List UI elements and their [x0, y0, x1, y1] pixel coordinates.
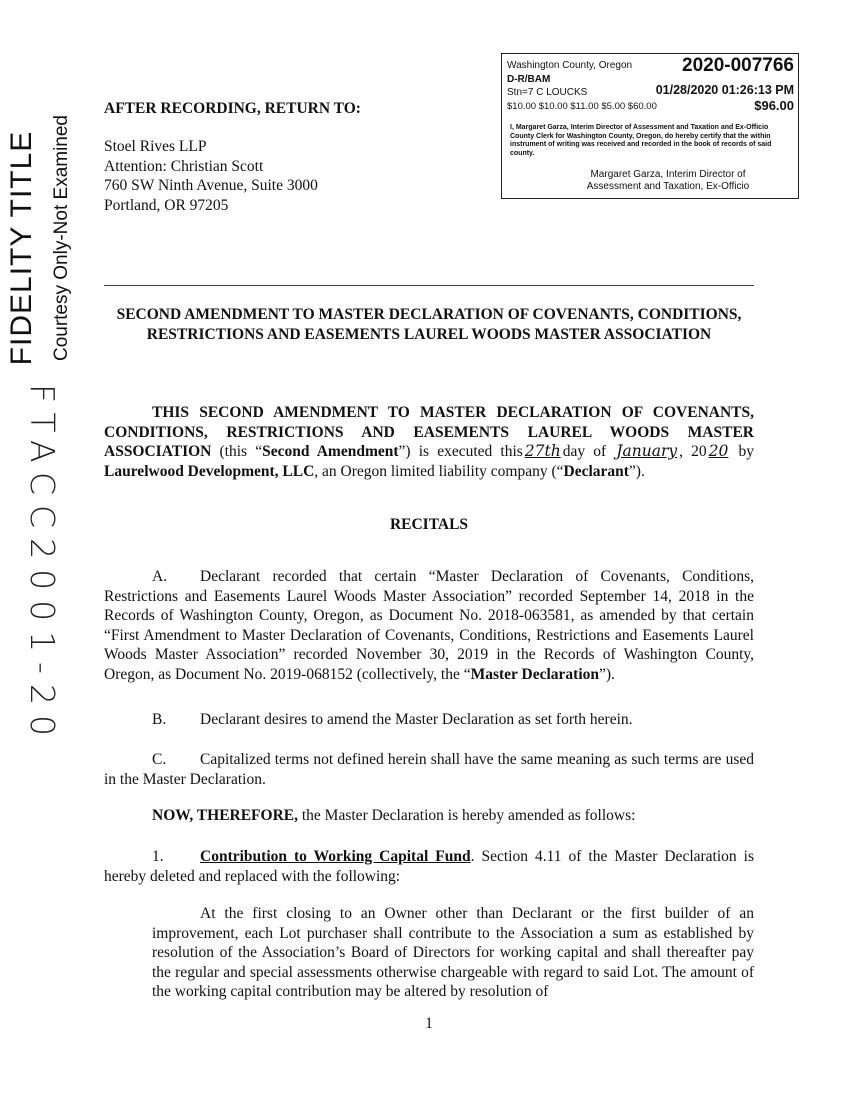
stamp-code: D-R/BAM [507, 74, 551, 85]
intro-text-4: , 20 [679, 443, 707, 460]
recording-stamp [501, 53, 799, 199]
recital-a-end: ”). [599, 665, 615, 683]
stamp-signature-line2: Assessment and Taxation, Ex-Officio [586, 181, 750, 192]
stamp-total: $96.00 [754, 98, 794, 113]
stamp-county: Washington County, Oregon [507, 60, 633, 71]
intro-text-6: , an Oregon limited liability company (“ [314, 462, 564, 480]
divider-rule [104, 285, 754, 286]
intro-text-2: ”) is executed this [398, 443, 523, 460]
return-heading: AFTER RECORDING, RETURN TO: [104, 100, 361, 117]
intro-text-1: (this “ [211, 443, 263, 460]
document-title: SECOND AMENDMENT TO MASTER DECLARATION OF COVENANTS, CONDITIONS, RESTRICTIONS AND EASEMENTS LAUREL WOODS MASTER ASSOCIATION [116, 306, 742, 343]
return-address-line3: 760 SW Ninth Avenue, Suite 3000 [104, 177, 318, 194]
stamp-datetime: 01/28/2020 01:26:13 PM [655, 83, 794, 97]
stamp-station: Stn=7 C LOUCKS [507, 87, 588, 98]
recital-b-label: B. [152, 711, 167, 728]
intro-paragraph [104, 403, 754, 481]
section-1 [104, 847, 754, 886]
intro-company: Laurelwood Development, LLC [104, 462, 315, 480]
page-number: 1 [425, 1015, 433, 1032]
intro-second-amendment: Second Amendment [262, 443, 399, 460]
recitals-heading: RECITALS [389, 516, 469, 533]
intro-text-7: ”). [628, 462, 645, 480]
recital-a-text: Declarant recorded that certain “Master Declaration of Covenants, Conditions, Restrictions and Easements Laurel Woods Master Association” recorded September 14, 2018 in the Records of Washington County, Oregon, as Document No. 2018-063581, as amended by that certain “First Amendment to Master Declaration of Covenants, Conditions, Restrictions and Easements Laurel Woods Master Association” recorded November 30, 2019 in the Records of Washington County, Oregon, as Document No. 2019-068152 (collectively, the “ [104, 568, 754, 683]
stamp-certification: I, Margaret Garza, Interim Director of Assessment and Taxation and Ex-Officio County Clerk for Washington County, Oregon, do hereby certify that the within instrument of writing was received and recorded in the book of records of said county. [510, 124, 772, 157]
recital-b [104, 710, 754, 730]
intro-declarant: Declarant [563, 462, 629, 480]
recital-a-bold: Master Declaration [470, 665, 599, 683]
recital-c [104, 750, 754, 789]
recital-a-label: A. [152, 568, 168, 585]
intro-text-3: day of [562, 443, 615, 460]
intro-lead: THIS SECOND AMENDMENT TO MASTER DECLARATION OF COVENANTS, CONDITIONS, RESTRICTIONS AND EASEMENTS LAUREL WOODS MASTER ASSOCIATION [104, 404, 754, 460]
now-therefore-paragraph [104, 806, 754, 826]
stamp-fees: $10.00 $10.00 $11.00 $5.00 $60.00 [507, 101, 657, 112]
stamp-document-number: 2020-007766 [682, 55, 794, 76]
return-address-line2: Attention: Christian Scott [104, 157, 264, 175]
now-therefore-bold: NOW, THEREFORE, [152, 807, 298, 824]
handwritten-month: January [616, 442, 678, 460]
quoted-section-text: At the first closing to an Owner other than Declarant or the first builder of an improvement, each Lot purchaser shall contribute to the Association a sum as established by resolution of the Association’s Board of Directors for working capital and shall thereafter pay the regular and special assessments otherwise chargeable with regard to said Lot. The amount of the working capital contribution may be altered by resolution of [152, 905, 754, 1000]
section-1-label: 1. [152, 848, 164, 865]
handwritten-file-number: FTACC2001-20 [23, 384, 62, 746]
recital-b-text: Declarant desires to amend the Master Declaration as set forth herein. [200, 711, 633, 728]
handwritten-year: 20 [708, 442, 729, 460]
return-address-line1: Stoel Rives LLP [104, 138, 207, 155]
stamp-signature [568, 169, 768, 193]
intro-text-5: by [730, 443, 755, 460]
recital-a [104, 567, 754, 684]
return-address [104, 137, 318, 215]
handwritten-day: 27th [524, 442, 561, 460]
section-1-text: . Section 4.11 of the Master Declaration is hereby deleted and replaced with the following: [104, 848, 754, 885]
section-1-heading: Contribution to Working Capital Fund [200, 848, 471, 865]
fidelity-title-stamp: FIDELITY TITLE [5, 130, 38, 366]
recital-c-text: Capitalized terms not defined herein shall have the same meaning as such terms are used in the Master Declaration. [104, 751, 754, 788]
stamp-signature-line1: Margaret Garza, Interim Director of [590, 169, 746, 180]
recital-c-label: C. [152, 751, 167, 768]
now-therefore-text: the Master Declaration is hereby amended as follows: [298, 807, 636, 824]
return-address-line4: Portland, OR 97205 [104, 196, 229, 214]
courtesy-stamp: Courtesy Only-Not Examined [51, 114, 72, 362]
